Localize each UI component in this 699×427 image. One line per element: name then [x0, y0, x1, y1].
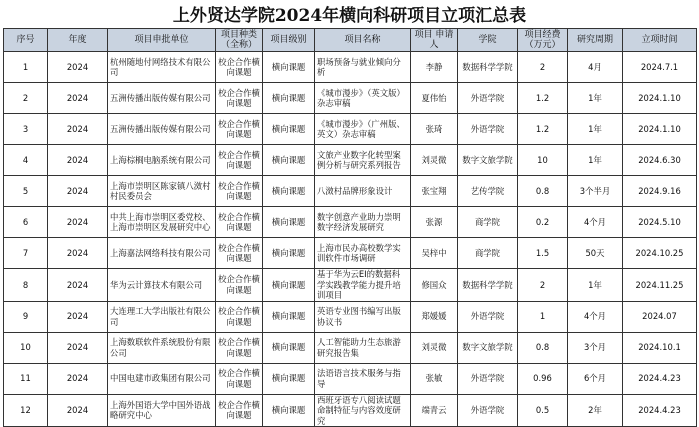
table-cell: 校企合作横向课题 [216, 145, 263, 176]
table-cell: 1.5 [518, 238, 568, 269]
table-cell: 人工智能助力生态旅游研究报告集 [315, 332, 411, 363]
table-cell: 外语学院 [458, 394, 518, 427]
table-cell: 八滧村品牌形象设计 [315, 176, 411, 207]
table-cell: 校企合作横向课题 [216, 363, 263, 394]
table-cell: 横向课题 [263, 238, 315, 269]
table-cell: 8 [4, 269, 48, 302]
table-cell: 12 [4, 394, 48, 427]
table-cell: 刘灵微 [411, 145, 458, 176]
table-cell: 0.96 [518, 363, 568, 394]
table-cell: 校企合作横向课题 [216, 114, 263, 145]
table-cell: 2024 [48, 176, 108, 207]
table-cell: 《城市漫步》（英文版）杂志审稿 [315, 83, 411, 114]
table-cell: 2024.7.1 [623, 52, 697, 83]
table-cell: 7 [4, 238, 48, 269]
table-cell: 横向课题 [263, 52, 315, 83]
table-cell: 2024.11.25 [623, 269, 697, 302]
table-cell: 横向课题 [263, 394, 315, 427]
table-cell: 6 [4, 207, 48, 238]
table-cell: 6个月 [568, 363, 623, 394]
table-cell: 4个月 [568, 301, 623, 332]
table-cell: 2024 [48, 394, 108, 427]
table-cell: 横向课题 [263, 207, 315, 238]
table-cell: 横向课题 [263, 269, 315, 302]
table-cell: 外语学院 [458, 301, 518, 332]
table-cell: 基于华为云EI的数据科学实践教学能力提升培训项目 [315, 269, 411, 302]
table-cell: 2024.5.10 [623, 207, 697, 238]
header-cell: 项目经费（万元） [518, 29, 568, 52]
table-cell: 横向课题 [263, 301, 315, 332]
table-cell: 0.5 [518, 394, 568, 427]
table-cell: 华为云计算技术有限公司 [108, 269, 216, 302]
table-cell: 2024.4.23 [623, 363, 697, 394]
table-cell: 2024 [48, 363, 108, 394]
table-cell: 横向课题 [263, 176, 315, 207]
table-cell: 西班牙语专八阅读试题命制特征与内容效度研究 [315, 394, 411, 427]
table-cell: 2024 [48, 207, 108, 238]
table-cell: 中共上海市崇明区委党校、上海市崇明区发展研究中心 [108, 207, 216, 238]
table-cell: 2024.4.23 [623, 394, 697, 427]
header-row [4, 29, 697, 52]
table-cell: 校企合作横向课题 [216, 238, 263, 269]
table-cell: 2024 [48, 114, 108, 145]
table-cell: 修国众 [411, 269, 458, 302]
table-cell: 五洲传播出版传媒有限公司 [108, 114, 216, 145]
header-cell: 研究周期 [568, 29, 623, 52]
table-cell: 《城市漫步》（广州版、英文）杂志审稿 [315, 114, 411, 145]
table-cell: 五洲传播出版传媒有限公司 [108, 83, 216, 114]
table-cell: 2024 [48, 83, 108, 114]
table-cell: 2024.07 [623, 301, 697, 332]
table-cell: 夏伟怡 [411, 83, 458, 114]
table-cell: 校企合作横向课题 [216, 83, 263, 114]
table-cell: 2年 [568, 394, 623, 427]
table-row [4, 238, 697, 269]
table-body [4, 52, 697, 427]
header-cell: 序号 [4, 29, 48, 52]
header-cell: 年度 [48, 29, 108, 52]
header-cell: 项目级别 [263, 29, 315, 52]
table-row [4, 83, 697, 114]
table-cell: 职场预备与就业倾向分析 [315, 52, 411, 83]
table-cell: 数据科学学院 [458, 269, 518, 302]
table-cell: 2024 [48, 301, 108, 332]
table-cell: 外语学院 [458, 363, 518, 394]
table-cell: 上海数联软件系统股份有限公司 [108, 332, 216, 363]
table-cell: 2024.10.1 [623, 332, 697, 363]
table-cell: 5 [4, 176, 48, 207]
table-cell: 2024.10.25 [623, 238, 697, 269]
table-cell: 张源 [411, 207, 458, 238]
table-cell: 校企合作横向课题 [216, 269, 263, 302]
table-cell: 张敏 [411, 363, 458, 394]
table-cell: 1 [4, 52, 48, 83]
table-cell: 2024.6.30 [623, 145, 697, 176]
table-cell: 校企合作横向课题 [216, 207, 263, 238]
table-cell: 张宝翔 [411, 176, 458, 207]
table-cell: 刘灵微 [411, 332, 458, 363]
table-row [4, 394, 697, 427]
table-cell: 3 [4, 114, 48, 145]
table-cell: 法语语言技术服务与指导 [315, 363, 411, 394]
table-cell: 上海棕榈电脑系统有限公司 [108, 145, 216, 176]
table-row [4, 332, 697, 363]
table-cell: 数字文旅学院 [458, 332, 518, 363]
table-row [4, 269, 697, 302]
table-cell: 4个月 [568, 207, 623, 238]
table-cell: 吴梓中 [411, 238, 458, 269]
table-cell: 杭州随地付网络技术有限公司 [108, 52, 216, 83]
table-cell: 横向课题 [263, 363, 315, 394]
table-cell: 2 [4, 83, 48, 114]
table-cell: 李静 [411, 52, 458, 83]
table-cell: 校企合作横向课题 [216, 394, 263, 427]
header-cell: 项目名称 [315, 29, 411, 52]
table-row [4, 301, 697, 332]
table-cell: 横向课题 [263, 332, 315, 363]
header-cell: 项目 申请人 [411, 29, 458, 52]
table-cell: 3个月 [568, 332, 623, 363]
table-cell: 1年 [568, 145, 623, 176]
table-cell: 郑媛媛 [411, 301, 458, 332]
table-row [4, 145, 697, 176]
table-cell: 上海嘉法网络科技有限公司 [108, 238, 216, 269]
table-cell: 校企合作横向课题 [216, 52, 263, 83]
table-cell: 2024.9.16 [623, 176, 697, 207]
table-cell: 横向课题 [263, 83, 315, 114]
table-cell: 3个半月 [568, 176, 623, 207]
header-cell: 项目申批单位 [108, 29, 216, 52]
table-cell: 艺传学院 [458, 176, 518, 207]
table-cell: 4月 [568, 52, 623, 83]
table-row [4, 207, 697, 238]
table-cell: 1.2 [518, 83, 568, 114]
table-cell: 商学院 [458, 238, 518, 269]
table-cell: 1年 [568, 114, 623, 145]
table-cell: 横向课题 [263, 114, 315, 145]
table-cell: 11 [4, 363, 48, 394]
table-cell: 0.8 [518, 332, 568, 363]
table-row [4, 52, 697, 83]
table-cell: 2024 [48, 269, 108, 302]
table-cell: 0.2 [518, 207, 568, 238]
table-cell: 2024 [48, 52, 108, 83]
table-cell: 外语学院 [458, 83, 518, 114]
table-cell: 1.2 [518, 114, 568, 145]
table-cell: 数字文旅学院 [458, 145, 518, 176]
page-title: 上外贤达学院2024年横向科研项目立项汇总表 [172, 6, 527, 26]
table-cell: 校企合作横向课题 [216, 301, 263, 332]
table-cell: 文旅产业数字化转型案例分析与研究系列报告 [315, 145, 411, 176]
table-cell: 数据科学学院 [458, 52, 518, 83]
table-cell: 上海外国语大学中国外语战略研究中心 [108, 394, 216, 427]
table-cell: 商学院 [458, 207, 518, 238]
table-cell: 1 [518, 301, 568, 332]
table-cell: 10 [518, 145, 568, 176]
table-cell: 校企合作横向课题 [216, 332, 263, 363]
table-cell: 大连理工大学出版社有限公司 [108, 301, 216, 332]
table-row [4, 363, 697, 394]
table-cell: 0.8 [518, 176, 568, 207]
header-cell: 立项时间 [623, 29, 697, 52]
table-cell: 横向课题 [263, 145, 315, 176]
table-cell: 10 [4, 332, 48, 363]
table-cell: 上海市崇明区陈家镇八滧村村民委员会 [108, 176, 216, 207]
table-cell: 2 [518, 269, 568, 302]
table-cell: 上海市民办高校数学实训软件市场调研 [315, 238, 411, 269]
table-cell: 4 [4, 145, 48, 176]
table-cell: 张琦 [411, 114, 458, 145]
header-cell: 项目种类（全称） [216, 29, 263, 52]
table-cell: 2024 [48, 238, 108, 269]
table-cell: 校企合作横向课题 [216, 176, 263, 207]
table-row [4, 114, 697, 145]
table-cell: 2024.1.10 [623, 83, 697, 114]
table-cell: 50天 [568, 238, 623, 269]
table-cell: 数字创意产业助力崇明数字经济发展研究 [315, 207, 411, 238]
table-cell: 端青云 [411, 394, 458, 427]
header-cell: 学院 [458, 29, 518, 52]
table-cell: 1年 [568, 83, 623, 114]
table-cell: 外语学院 [458, 114, 518, 145]
table-cell: 中国电建市政集团有限公司 [108, 363, 216, 394]
table-cell: 2024 [48, 145, 108, 176]
table-cell: 英语专业图书编写出版协议书 [315, 301, 411, 332]
table-cell: 2 [518, 52, 568, 83]
table-row [4, 176, 697, 207]
table-cell: 1年 [568, 269, 623, 302]
table-cell: 9 [4, 301, 48, 332]
projects-table [3, 28, 697, 427]
table-cell: 2024 [48, 332, 108, 363]
table-cell: 2024.1.10 [623, 114, 697, 145]
